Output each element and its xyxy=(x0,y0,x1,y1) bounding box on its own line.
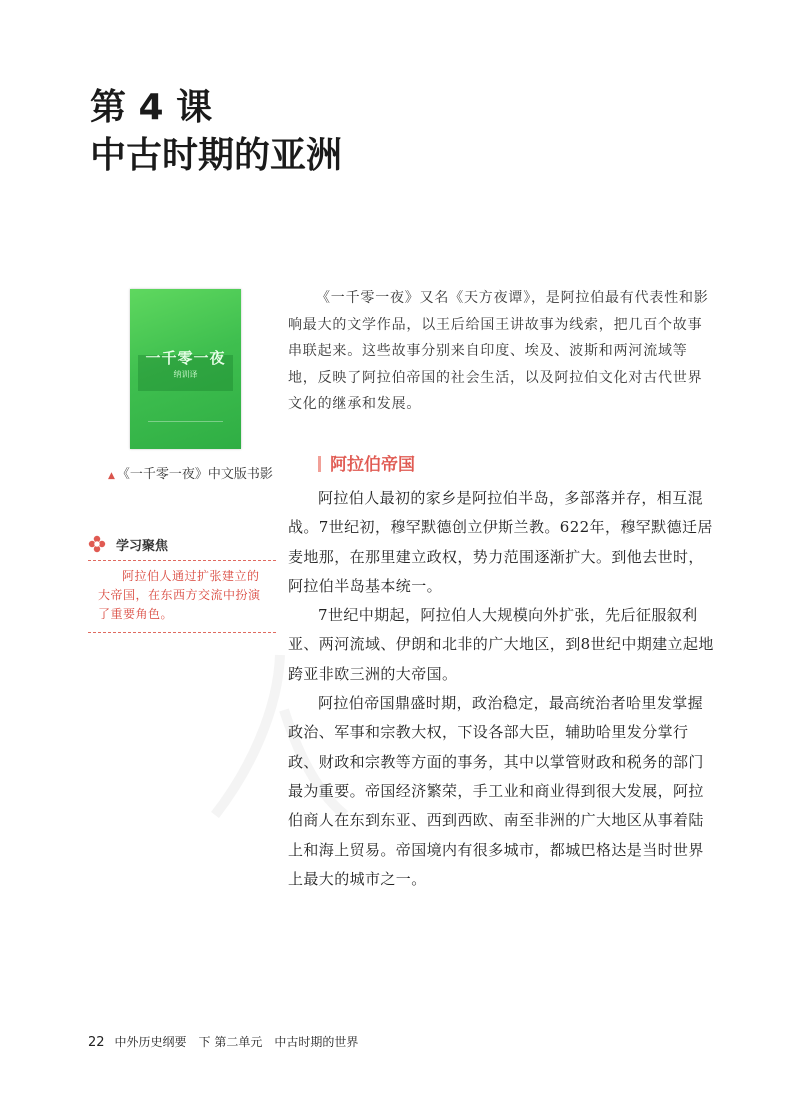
study-focus-box xyxy=(88,534,276,633)
page-number: 22 xyxy=(88,1035,105,1050)
intro-paragraph: 《一千零一夜》又名《天方夜谭》，是阿拉伯最有代表性和影响最大的文学作品，以王后给国王讲故事为线索，把几百个故事串联起来。这些故事分别来自印度、埃及、波斯和两河流域等地，反映了阿拉伯帝国的社会生活，以及阿拉伯文化对古代世界文化的继承和发展。 xyxy=(288,290,709,412)
page-footer xyxy=(88,1033,358,1050)
lesson-title: 中古时期的亚洲 xyxy=(90,135,343,176)
cover-title: 一千零一夜 xyxy=(145,349,226,367)
cover-subtitle: 纳训译 xyxy=(173,370,198,379)
flower-icon xyxy=(88,535,106,553)
body-paragraph: 阿拉伯人最初的家乡是阿拉伯半岛，多部落并存，相互混战。7世纪初，穆罕默德创立伊斯兰教。622年，穆罕默德迁居麦地那，在那里建立政权，势力范围逐渐扩大。到他去世时，阿拉伯半岛基本统一。 xyxy=(288,489,713,595)
study-focus-label: 学习聚焦 xyxy=(116,538,169,554)
book-cover-image xyxy=(130,289,241,449)
study-focus-bottom-divider xyxy=(88,632,276,633)
body-paragraph: 7世纪中期起，阿拉伯人大规模向外扩张，先后征服叙利亚、两河流域、伊朗和北非的广大地区，到8世纪中期建立起地跨亚非欧三洲的大帝国。 xyxy=(288,606,714,683)
body-paragraph: 阿拉伯帝国鼎盛时期，政治稳定，最高统治者哈里发掌握政治、军事和宗教大权，下设各部大臣，辅助哈里发分掌行政、财政和宗教等方面的事务，其中以掌管财政和税务的部门最为重要。帝国经济繁荣，手工业和商业得到很大发展，阿拉伯商人在东到东亚、西到西欧、南至非洲的广大地区从事着陆上和海上贸易。帝国境内有很多城市，都城巴格达是当时世界上最大的城市之一。 xyxy=(288,694,704,888)
lesson-number: 第 4 课 xyxy=(90,87,213,128)
cover-footer-line xyxy=(148,421,223,432)
footer-book-title: 中外历史纲要 下 第二单元 中古时期的世界 xyxy=(114,1035,359,1049)
caption-text: 《一千零一夜》中文版书影 xyxy=(116,467,273,482)
image-caption xyxy=(108,463,273,482)
triangle-marker-icon: ▲ xyxy=(108,471,115,481)
lesson-header xyxy=(90,84,342,180)
section-heading xyxy=(318,450,415,475)
study-focus-header xyxy=(88,534,276,554)
study-focus-text: 阿拉伯人通过扩张建立的大帝国，在东西方交流中扮演了重要角色。 xyxy=(98,569,261,621)
heading-bar-icon xyxy=(318,456,321,472)
section-body xyxy=(288,484,718,894)
section-heading-text: 阿拉伯帝国 xyxy=(330,455,415,475)
